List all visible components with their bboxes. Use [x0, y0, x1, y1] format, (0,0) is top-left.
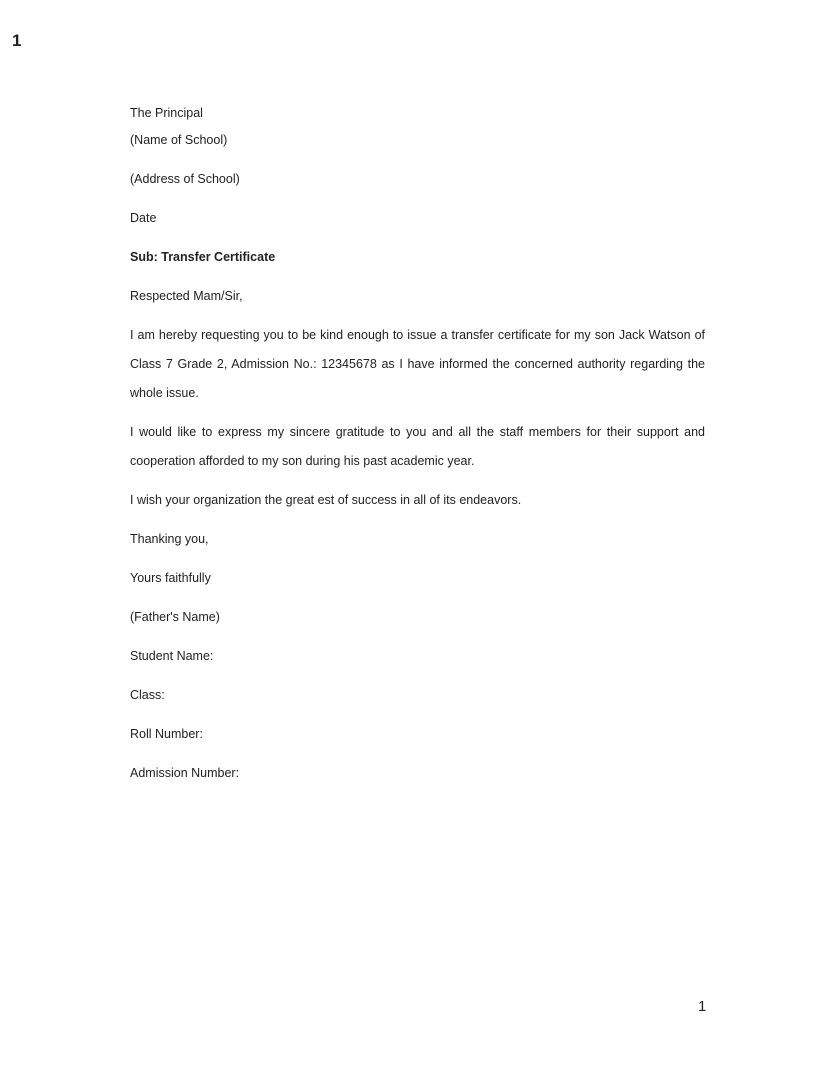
- body-paragraph-1: I am hereby requesting you to be kind enough to issue a transfer certificate for my son Jack Watson of Class 7 Grade 2, Admission No.: 12345678 as I have informed the concerned authority regarding the whole issue.: [130, 328, 705, 400]
- class-label: Class:: [130, 688, 165, 702]
- footer-page-number: 1: [698, 998, 707, 1015]
- thanks-line: Thanking you,: [130, 532, 209, 546]
- student-name-label: Student Name:: [130, 649, 214, 663]
- subject-line: Sub: Transfer Certificate: [130, 250, 276, 264]
- signatory-line: (Father's Name): [130, 610, 220, 624]
- admission-number-label: Admission Number:: [130, 766, 240, 780]
- school-address-line: (Address of School): [130, 172, 240, 186]
- body-paragraph-2: I would like to express my sincere gratitude to you and all the staff members for their support and cooperation afforded to my son during his past academic year.: [130, 425, 705, 468]
- recipient-line: The Principal: [130, 106, 203, 120]
- salutation-line: Respected Mam/Sir,: [130, 289, 243, 303]
- body-paragraph-3: I wish your organization the great est of success in all of its endeavors.: [130, 493, 522, 507]
- roll-number-label: Roll Number:: [130, 727, 203, 741]
- page-marker: 1: [12, 31, 22, 50]
- school-name-line: (Name of School): [130, 133, 228, 147]
- closing-line: Yours faithfully: [130, 571, 211, 585]
- date-line: Date: [130, 211, 157, 225]
